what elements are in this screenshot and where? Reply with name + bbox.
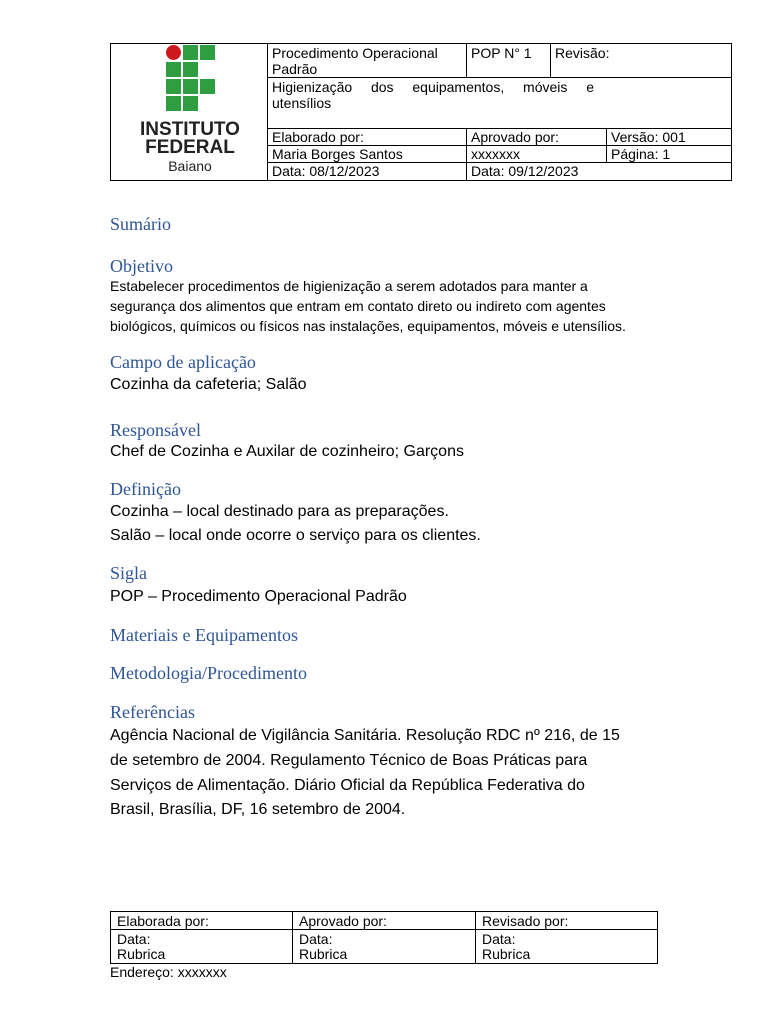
objetivo-line-1: Estabelecer procedimentos de higienização a serem adotados para manter a <box>110 278 588 294</box>
footer-revised-sign: Rubrica <box>482 946 531 962</box>
approved-by-label: Aprovado por: <box>471 129 559 145</box>
objetivo-line-3: biológicos, químicos ou físicos nas instalações, equipamentos, móveis e utensílios. <box>110 318 626 334</box>
logo-text-federal: FEDERAL <box>145 137 235 158</box>
logo-red-circle-icon <box>166 45 181 60</box>
logo-square-icon <box>183 45 198 60</box>
footer-revised-date: Data: <box>482 931 516 947</box>
footer-prepared-label: Elaborada por: <box>117 913 209 929</box>
section-title-sumario: Sumário <box>110 214 171 234</box>
sigla-text: POP – Procedimento Operacional Padrão <box>110 588 407 605</box>
footer-approved-sign: Rubrica <box>299 946 348 962</box>
logo-text-instituto: INSTITUTO <box>140 119 240 140</box>
approved-date: Data: 09/12/2023 <box>471 163 579 179</box>
section-title-objetivo: Objetivo <box>110 256 173 276</box>
referencias-line-2: de setembro de 2004. Regulamento Técnico de Boas Práticas para <box>110 752 588 769</box>
doc-subject: Higienização dos equipamentos, móveis e utensílios <box>272 79 594 111</box>
section-title-materiais: Materiais e Equipamentos <box>110 625 298 645</box>
logo-square-icon <box>183 96 198 111</box>
section-title-sigla: Sigla <box>110 563 148 583</box>
footer-revised-label: Revisado por: <box>482 913 569 929</box>
footer-prepared-sign: Rubrica <box>117 946 166 962</box>
logo-square-icon <box>166 96 181 111</box>
footer-prepared-date: Data: <box>117 931 151 947</box>
logo-square-icon <box>166 62 181 77</box>
definicao-line-1: Cozinha – local destinado para as preparações. <box>110 503 449 520</box>
section-title-responsavel: Responsável <box>110 420 201 440</box>
page-label: Página: 1 <box>611 146 671 162</box>
section-title-definicao: Definição <box>110 479 181 499</box>
footer-address: Endereço: xxxxxxx <box>110 964 227 980</box>
referencias-line-3: Serviços de Alimentação. Diário Oficial da República Federativa do <box>110 777 585 794</box>
referencias-line-4: Brasil, Brasília, DF, 16 setembro de 2004. <box>110 801 406 818</box>
footer-approved-date: Data: <box>299 931 333 947</box>
campo-text: Cozinha da cafeteria; Salão <box>110 376 307 393</box>
logo-square-icon <box>200 79 215 94</box>
doc-title: Procedimento Operacional Padrão <box>272 45 438 77</box>
logo-square-icon <box>166 79 181 94</box>
institution-logo <box>111 44 269 180</box>
approved-by-name: xxxxxxx <box>471 146 520 162</box>
section-title-referencias: Referências <box>110 702 195 722</box>
section-title-campo: Campo de aplicação <box>110 352 256 372</box>
logo-square-icon <box>183 62 198 77</box>
prepared-by-label: Elaborado por: <box>272 129 364 145</box>
prepared-date: Data: 08/12/2023 <box>272 163 380 179</box>
section-title-metodologia: Metodologia/Procedimento <box>110 663 307 683</box>
responsavel-text: Chef de Cozinha e Auxilar de cozinheiro; Garçons <box>110 443 464 460</box>
definicao-line-2: Salão – local onde ocorre o serviço para os clientes. <box>110 527 481 544</box>
logo-text-baiano: Baiano <box>168 158 212 174</box>
header-table <box>110 43 732 181</box>
footer-approved-label: Aprovado por: <box>299 913 387 929</box>
revision-label: Revisão: <box>555 45 610 61</box>
prepared-by-name: Maria Borges Santos <box>272 146 403 162</box>
footer-table <box>110 911 658 964</box>
objetivo-line-2: segurança dos alimentos que entram em contato direto ou indireto com agentes <box>110 298 606 314</box>
version-label: Versão: 001 <box>611 129 686 145</box>
pop-number: POP N° 1 <box>471 45 532 61</box>
logo-square-icon <box>183 79 198 94</box>
referencias-line-1: Agência Nacional de Vigilância Sanitária. Resolução RDC nº 216, de 15 <box>110 727 620 744</box>
logo-square-icon <box>200 45 215 60</box>
